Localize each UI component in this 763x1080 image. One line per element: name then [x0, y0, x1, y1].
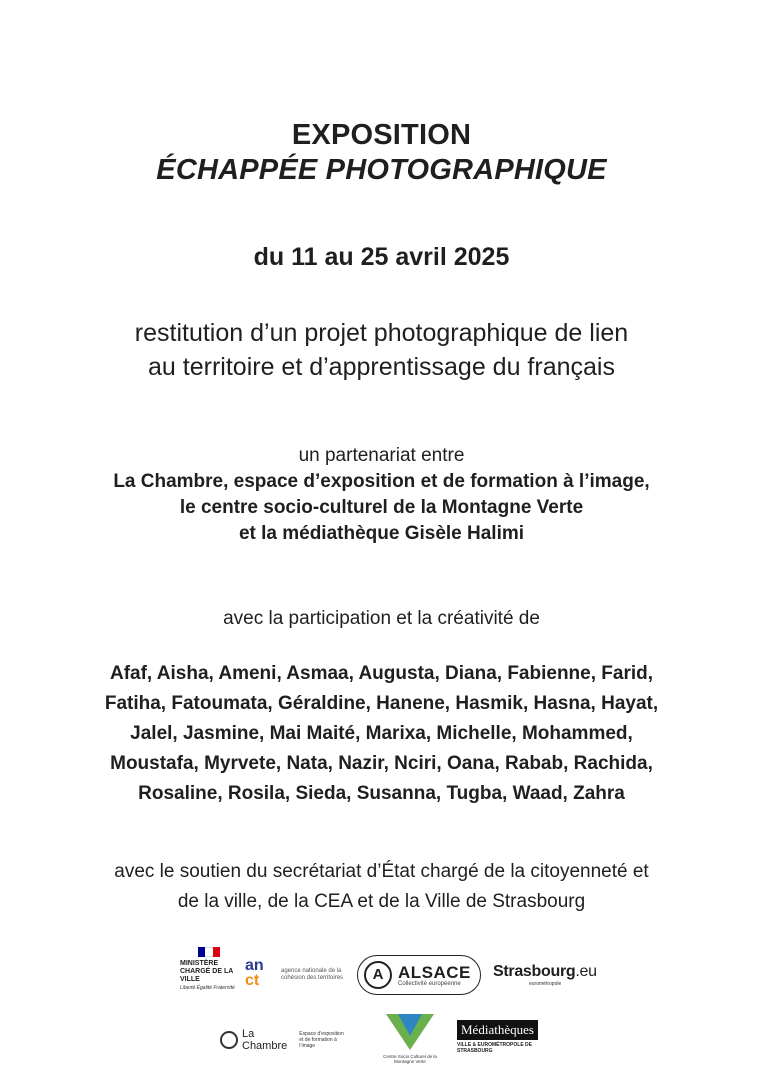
- french-flag-icon: [198, 947, 220, 957]
- anct-text: agence nationale de la cohésion des territoires: [281, 968, 344, 981]
- description-line: restitution d’un projet photographique de lien: [134, 319, 629, 347]
- la-chambre-name-1: La: [242, 1028, 255, 1040]
- strasbourg-name: Strasbourg: [493, 963, 576, 980]
- ministere-motto: Liberté Égalité Fraternité: [180, 985, 235, 991]
- la-chambre-ring-icon: [220, 1031, 238, 1049]
- alsace-tagline: Collectivité européenne: [398, 980, 461, 987]
- alsace-logo: [357, 955, 481, 995]
- exhibition-dates: du 11 au 25 avril 2025: [253, 243, 510, 271]
- mediatheques-name: Médiathèques: [457, 1020, 538, 1040]
- la-chambre-tagline: Espace d’exposition et de formation à l’image: [299, 1031, 344, 1049]
- strasbourg-logo: [493, 963, 597, 987]
- names-line: Afaf, Aisha, Ameni, Asmaa, Augusta, Diana, Fabienne, Farid,: [109, 663, 654, 684]
- mediatheques-logo: [457, 1020, 557, 1054]
- description: [0, 316, 763, 384]
- partner-line: La Chambre, espace d’exposition et de formation à l’image,: [113, 471, 650, 492]
- support-block: [0, 857, 763, 917]
- anct-mark-icon: [245, 958, 275, 992]
- names-line: Jalel, Jasmine, Mai Maité, Marixa, Michelle, Mohammed,: [130, 723, 633, 744]
- alsace-mark-icon: A: [364, 961, 392, 989]
- partner-line: le centre socio-culturel de la Montagne Verte: [179, 497, 584, 518]
- support-line: avec le soutien du secrétariat d’État chargé de la citoyenneté et: [114, 861, 649, 882]
- partner-line: et la médiathèque Gisèle Halimi: [238, 523, 525, 544]
- mediatheques-tagline: VILLE & EUROMÉTROPOLE DE STRASBOURG: [457, 1042, 533, 1054]
- names-line: Fatiha, Fatoumata, Géraldine, Hanene, Hasmik, Hasna, Hayat,: [104, 693, 659, 714]
- ministere-ville-logo: [180, 947, 238, 991]
- exhibition-title: [0, 118, 763, 188]
- description-line: au territoire et d’apprentissage du français: [148, 353, 615, 381]
- csc-v-icon: [386, 1014, 434, 1050]
- title-line-1: EXPOSITION: [291, 119, 472, 151]
- anct-logo: [245, 958, 351, 992]
- la-chambre-logo: [220, 1028, 345, 1052]
- csc-text: Centre Socio Culturel de la Montagne Verte: [383, 1054, 437, 1064]
- participation-intro: avec la participation et la créativité de: [223, 608, 540, 629]
- strasbourg-suffix: .eu: [575, 963, 597, 980]
- names-line: Moustafa, Myrvete, Nata, Nazir, Nciri, Oana, Rabab, Rachida,: [110, 753, 653, 774]
- ministere-title: MINISTÈRE CHARGÉ DE LA VILLE: [180, 960, 234, 983]
- la-chambre-name-2: Chambre: [242, 1040, 288, 1052]
- support-line: de la ville, de la CEA et de la Ville de Strasbourg: [177, 891, 586, 912]
- anct-mark-top: an: [245, 957, 264, 974]
- names-line: Rosaline, Rosila, Sieda, Susanna, Tugba, Waad, Zahra: [138, 783, 625, 804]
- partnership-intro: un partenariat entre: [298, 445, 465, 466]
- title-line-2: ÉCHAPPÉE PHOTOGRAPHIQUE: [156, 154, 607, 186]
- strasbourg-tagline: eurométropole: [529, 981, 562, 987]
- alsace-name: ALSACE: [398, 962, 471, 982]
- partnership-block: [0, 443, 763, 547]
- anct-mark-bottom: ct: [245, 972, 260, 989]
- csc-montagne-verte-logo: [381, 1014, 439, 1064]
- participant-names: [0, 659, 763, 809]
